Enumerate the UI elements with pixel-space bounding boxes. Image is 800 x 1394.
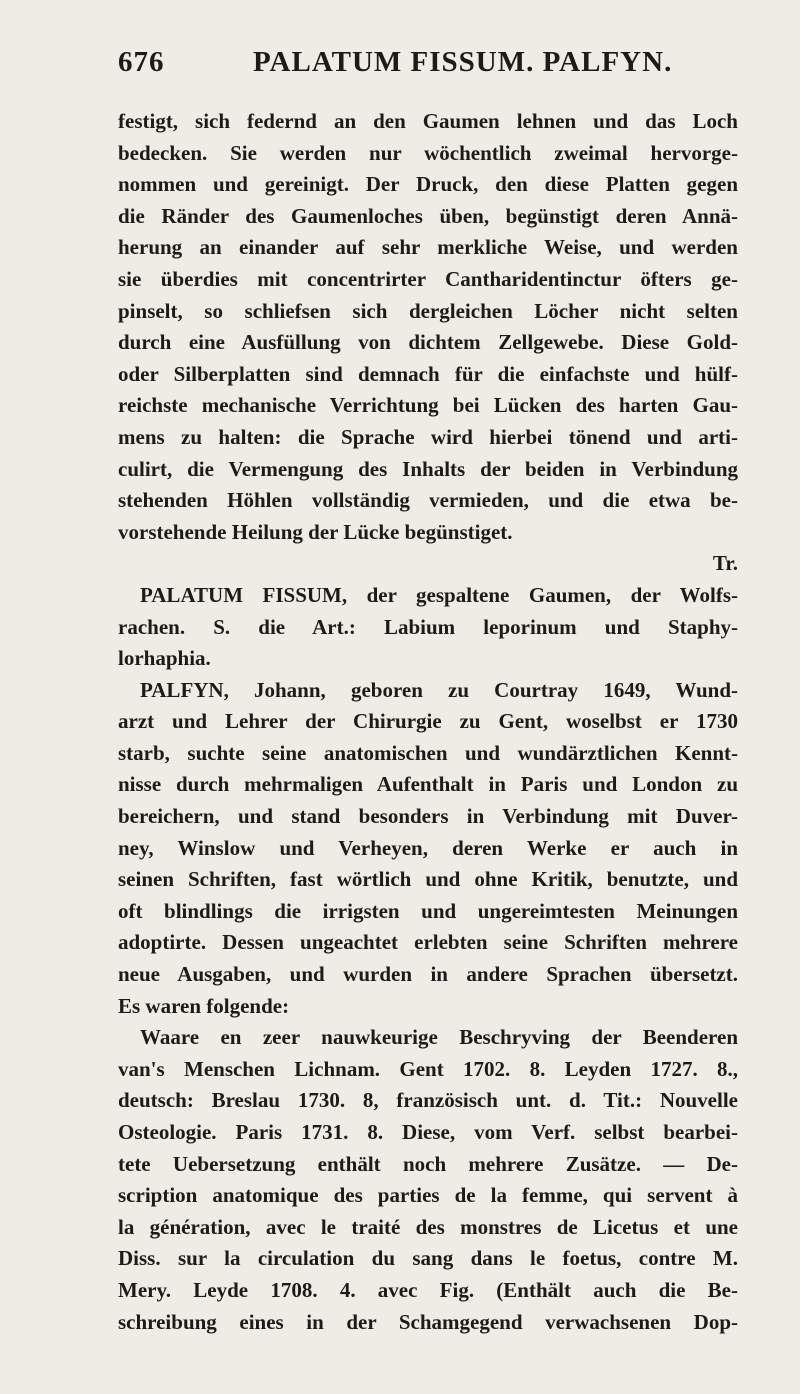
text-line: sie überdies mit concentrirter Cantharidentinctur öfters ge- (118, 266, 738, 291)
page-header (118, 46, 718, 86)
text-line: oder Silberplatten sind demnach für die einfachste und hülf- (118, 361, 738, 386)
text-line: die Ränder des Gaumenloches üben, begünstigt deren Annä- (118, 203, 738, 228)
text-line: schreibung eines in der Schamgegend verwachsenen Dop- (118, 1309, 738, 1334)
text-line: durch eine Ausfüllung von dichtem Zellgewebe. Diese Gold- (118, 330, 738, 355)
text-line: nisse durch mehrmaligen Aufenthalt in Paris und London zu (118, 772, 738, 797)
text-line: lorhaphia. (118, 646, 211, 671)
text-line: culirt, die Vermengung des Inhalts der beiden in Verbindung (118, 456, 738, 481)
text-line: herung an einander auf sehr merkliche Weise, und werden (118, 235, 738, 260)
body-text (118, 106, 738, 1338)
text-line: oft blindlings die irrigsten und ungereimtesten Meinungen (118, 898, 738, 923)
text-line: bedecken. Sie werden nur wöchentlich zweimal hervorge- (118, 140, 738, 165)
text-line: festigt, sich federnd an den Gaumen lehnen und das Loch (118, 109, 738, 133)
running-head: PALATUM FISSUM. PALFYN. (253, 46, 673, 78)
text-line: Waare en zeer nauwkeurige Beschryving der Beenderen (140, 1025, 738, 1050)
text-line: bereichern, und stand besonders in Verbindung mit Duver- (118, 804, 738, 829)
text-line: nommen und gereinigt. Der Druck, den diese Platten gegen (118, 172, 738, 197)
text-line: scription anatomique des parties de la femme, qui servent à (118, 1183, 738, 1208)
text-line: arzt und Lehrer der Chirurgie zu Gent, woselbst er 1730 (118, 709, 738, 734)
text-line: tete Uebersetzung enthält noch mehrere Zusätze. — De- (118, 1151, 738, 1176)
text-line: van's Menschen Lichnam. Gent 1702. 8. Leyden 1727. 8., (118, 1056, 738, 1081)
text-line: neue Ausgaben, und wurden in andere Sprachen übersetzt. (118, 962, 738, 987)
text-line: mens zu halten: die Sprache wird hierbei tönend und arti- (118, 424, 738, 449)
text-line: PALFYN, Johann, geboren zu Courtray 1649, Wund- (140, 677, 738, 702)
text-line: seinen Schriften, fast wörtlich und ohne Kritik, benutzte, und (118, 867, 738, 892)
text-line: starb, suchte seine anatomischen und wundärztlichen Kennt- (118, 740, 738, 765)
text-line: reichste mechanische Verrichtung bei Lücken des harten Gau- (118, 393, 738, 418)
text-line: la génération, avec le traité des monstres de Licetus et une (118, 1214, 738, 1239)
text-line: adoptirte. Dessen ungeachtet erlebten seine Schriften mehrere (118, 930, 738, 955)
text-line: stehenden Höhlen vollständig vermieden, und die etwa be- (118, 488, 738, 513)
page-number: 676 (118, 46, 165, 78)
text-line: Es waren folgende: (118, 993, 290, 1018)
text-line: deutsch: Breslau 1730. 8, französisch unt. d. Tit.: Nouvelle (118, 1088, 738, 1113)
text-line: pinselt, so schliefsen sich dergleichen Löcher nicht selten (118, 298, 738, 323)
text-line: Osteologie. Paris 1731. 8. Diese, vom Verf. selbst bearbei- (118, 1120, 738, 1144)
text-line: vorstehende Heilung der Lücke begünstiget. (118, 519, 513, 544)
text-line: PALATUM FISSUM, der gespaltene Gaumen, der Wolfs- (140, 582, 738, 607)
text-line: Mery. Leyde 1708. 4. avec Fig. (Enthält auch die Be- (118, 1277, 738, 1302)
text-line: Diss. sur la circulation du sang dans le foetus, contre M. (118, 1246, 738, 1271)
text-line: ney, Winslow und Verheyen, deren Werke er auch in (118, 835, 738, 860)
text-line: rachen. S. die Art.: Labium leporinum und Staphy- (118, 614, 738, 639)
text-line: Tr. (712, 551, 738, 576)
